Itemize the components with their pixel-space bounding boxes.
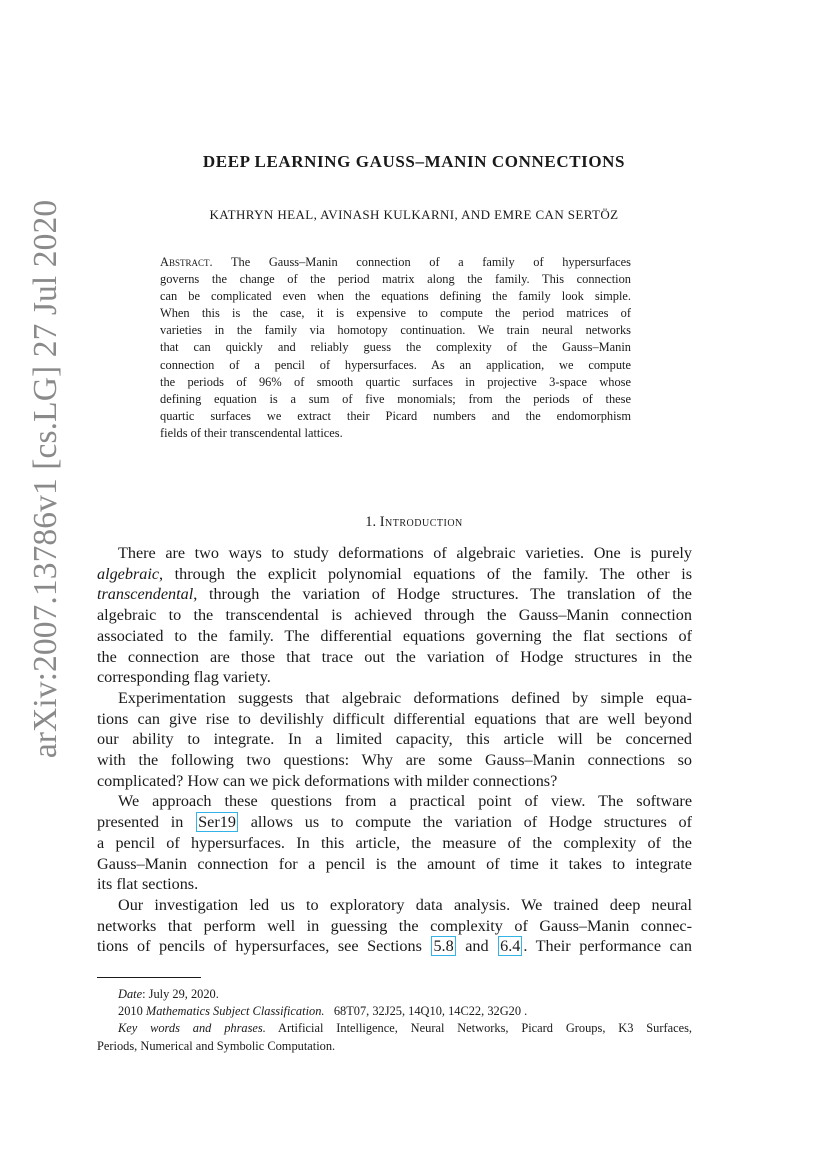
footnote-date: Date: July 29, 2020. xyxy=(118,987,219,1001)
footnote-keywords: Key words and phrases. Artificial Intelligence, Neural Networks, Picard Groups, K3 Surfaces, xyxy=(118,1021,692,1036)
body-line: Our investigation led us to exploratory data analysis. We trained deep neural xyxy=(118,895,692,914)
body-line: a pencil of hypersurfaces. In this article, the measure of the complexity of the xyxy=(97,833,692,852)
footnote-msc: 2010 Mathematics Subject Classification. 68T07, 32J25, 14Q10, 14C22, 32G20 . xyxy=(118,1004,528,1019)
footnote-divider xyxy=(97,977,201,978)
abstract-line: When this is the case, it is expensive to compute the period matrices of xyxy=(160,306,631,321)
abstract-line: fields of their transcendental lattices. xyxy=(160,425,343,440)
body-line: Gauss–Manin connection for a pencil is the amount of time it takes to integrate xyxy=(97,854,692,873)
body-line: with the following two questions: Why are some Gauss–Manin connections so xyxy=(97,751,692,770)
abstract-line: connection of a pencil of hypersurfaces. As an application, we compute xyxy=(160,357,631,372)
section-link-6-4[interactable]: 6.4 xyxy=(500,937,521,956)
section-title: Introduction xyxy=(379,514,463,530)
abstract xyxy=(160,254,631,442)
arxiv-sidebar-stamp xyxy=(16,184,76,774)
citation-link-ser19[interactable]: Ser19 xyxy=(198,813,236,832)
body-line: There are two ways to study deformations of algebraic varieties. One is purely xyxy=(118,544,692,562)
body-line: algebraic to the transcendental is achieved through the Gauss–Manin connection xyxy=(97,606,692,625)
section-heading xyxy=(0,514,828,531)
paper-title: DEEP LEARNING GAUSS–MANIN CONNECTIONS xyxy=(202,152,626,171)
body-line: associated to the family. The differential equations governing the flat sections of xyxy=(97,626,692,645)
footnotes xyxy=(97,986,692,1055)
abstract-line: the periods of 96% of smooth quartic surfaces in projective 3-space whose xyxy=(160,374,631,389)
abstract-line: governs the change of the period matrix along the family. This connection xyxy=(160,272,631,287)
abstract-line: Abstract. The Gauss–Manin connection of a family of hypersurfaces xyxy=(160,255,631,269)
body-line: algebraic, through the explicit polynomial equations of the family. The other is xyxy=(97,564,692,583)
abstract-line: that can quickly and reliably guess the complexity of the Gauss–Manin xyxy=(160,340,631,355)
abstract-line: varieties in the family via homotopy continuation. We train neural networks xyxy=(160,323,631,338)
abstract-line: defining equation is a sum of five monomials; from the periods of these xyxy=(160,391,631,406)
body-line: our ability to integrate. In a limited capacity, this article will be concerned xyxy=(97,730,692,749)
body-line: Experimentation suggests that algebraic deformations defined by simple equa- xyxy=(118,688,692,707)
section-number: 1. xyxy=(365,514,377,530)
arxiv-id-text: arXiv:2007.13786v1 [cs.LG] 27 Jul 2020 xyxy=(27,199,64,759)
abstract-label: Abstract. xyxy=(160,255,213,269)
body-line: networks that perform well in guessing the complexity of Gauss–Manin connec- xyxy=(97,916,692,935)
body-line: the connection are those that trace out the variation of Hodge structures in the xyxy=(97,647,692,666)
body-line: tions can give rise to devilishly difficult differential equations that are well beyond xyxy=(97,709,692,728)
body-line: presented in Ser19 allows us to compute the variation of Hodge structures of xyxy=(97,813,693,832)
body-line: transcendental, through the variation of Hodge structures. The translation of the xyxy=(97,585,692,604)
abstract-line: quartic surfaces we extract their Picard numbers and the endomorphism xyxy=(160,408,631,423)
section-link-5-8[interactable]: 5.8 xyxy=(433,937,454,956)
abstract-line: can be complicated even when the equations defining the family look simple. xyxy=(160,289,631,304)
body-line: its flat sections. xyxy=(97,875,199,894)
section-body xyxy=(97,543,692,957)
body-line: corresponding flag variety. xyxy=(97,668,271,687)
body-line: We approach these questions from a practical point of view. The software xyxy=(118,792,692,811)
body-line: complicated? How can we pick deformations with milder connections? xyxy=(97,771,558,790)
body-line: tions of pencils of hypersurfaces, see Sections 5.8 and 6.4 . Their performance can xyxy=(97,937,692,956)
paper-authors: KATHRYN HEAL, AVINASH KULKARNI, AND EMRE CAN SERTÖZ xyxy=(209,207,619,222)
footnote-keywords-cont: Periods, Numerical and Symbolic Computation. xyxy=(97,1038,336,1053)
